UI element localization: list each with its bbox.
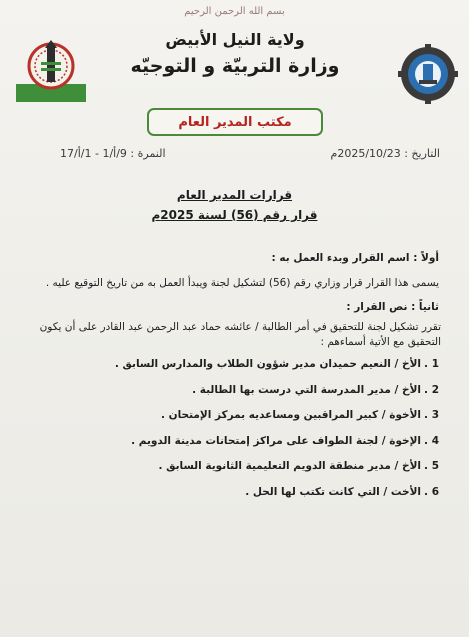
ministry-emblem-icon xyxy=(14,38,88,104)
gear-emblem-icon xyxy=(395,44,461,104)
list-item: 4 .الإخوة / لجنة الطواف على مراكز إمتحانات مدينة الدويم . xyxy=(131,434,439,447)
decisions-heading: قرارات المدير العام xyxy=(176,188,293,202)
state-name: ولاية النيل الأبيض xyxy=(165,30,305,49)
reference-number: النمرة : 9/أ/1 - 1/أ/17 xyxy=(60,147,166,160)
meta-line xyxy=(40,147,440,163)
decision-number-heading: قرار رقم (56) لسنة 2025م xyxy=(151,208,318,222)
section-second-title: ثانياً : نص القرار : xyxy=(346,301,439,313)
ministry-name: وزارة التربيّة و التوجيّه xyxy=(130,55,340,77)
section-first-title: أولاً : اسم القرار وبدء العمل به : xyxy=(271,252,439,264)
list-item: 3 .الأخوة / كبير المراقبين ومساعديه بمركز الإمتحان . xyxy=(161,409,439,421)
list-item: 5 .الأخ / مدير منطقة الدويم التعليمية الثانوية السابق . xyxy=(158,460,439,472)
list-item: 1 .الأخ / النعيم حميدان مدير شؤون الطلاب والمدارس السابق . xyxy=(114,358,439,370)
basmala: بسم الله الرحمن الرحيم xyxy=(184,6,285,17)
list-item: 2 .الأخ / مدير المدرسة التي درست بها الطالبة . xyxy=(192,383,439,396)
section-second-body: تقرر تشكيل لجنة للتحقيق في أمر الطالبة / عائشه حماد عبد الرحمن عبد القادر على أن يكون التحقيق مع الأتية أسماءهم : xyxy=(39,321,441,348)
list-item: 6 .الأخت / التي كانت تكتب لها الحل . xyxy=(245,485,439,498)
document-date: التاريخ : 2025/10/23م xyxy=(330,147,440,160)
office-title: مكتب المدير العام xyxy=(178,114,292,130)
office-box xyxy=(147,108,323,136)
committee-list xyxy=(19,358,439,511)
section-first-body: يسمى هذا القرار قرار وزاري رقم (56) لتشكيل لجنة ويبدأ العمل به من تاريخ التوقيع عليه . xyxy=(45,277,439,289)
